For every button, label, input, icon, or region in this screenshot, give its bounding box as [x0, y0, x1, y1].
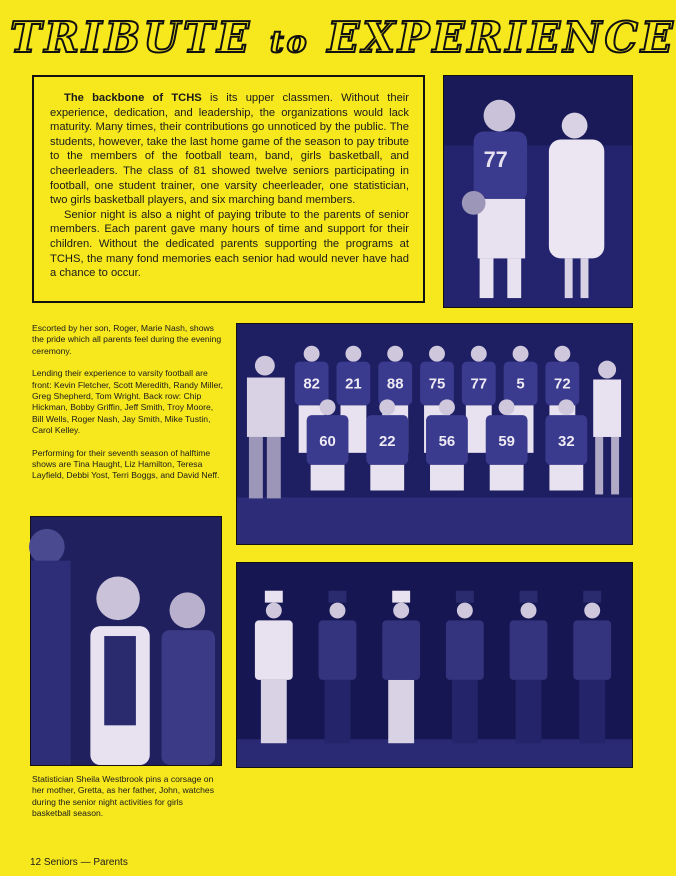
caption-corsage: Statistician Sheila Westbrook pins a corsage on her mother, Gretta, as her father, John, watches during the senior night activities for girls basketball season. — [32, 774, 214, 819]
back-jersey-number-1: 21 — [345, 376, 362, 393]
photo-corsage — [30, 516, 222, 766]
jersey-number: 77 — [483, 147, 508, 173]
intro-paragraph-2: Senior night is also a night of paying tribute to the parents of senior members. Each parent gave many hours of time and support for their children. Without the dedicated parents supporting the programs at TCHS, the many fond memories each senior had would never have had a chance to occur. — [50, 208, 409, 280]
front-jersey-number-2: 56 — [438, 433, 456, 450]
photo-football-team — [236, 323, 633, 545]
caption-escort: Escorted by her son, Roger, Marie Nash, shows the pride which all parents feel during the evening ceremony. Lending their experience to varsity football are front: Kevin Fletcher, Scott Meredith, Randy Miller, Greg Shepherd, Tom Wright. Back row: Chip Hickman, Bobby Griffin, Jeff Smith, Troy Moore, Bill Wells, Roger Nash, Jay Smith, Mike Tustin, Carol Kelley. Performing for their seventh season of halftime shows are Tina Haught, Liz Hamilton, Teresa Layfield, Debbi Yost, Terri Boggs, and David Neff. — [32, 323, 224, 481]
intro-text-box — [32, 75, 425, 303]
photo-escort — [443, 75, 633, 308]
intro-paragraph-1: The backbone of TCHS is its upper classmen. Without their experience, dedication, and leadership, the organizations would lack maturity. Many times, their contributions go unnoticed by the public. The students, however, take the last home game of the season to pay tribute to the members of the football team, band, girls basketball, and cheerleaders. The class of 81 showed twelve seniors participating in football, one student trainer, one varsity cheerleader, one statistician, two girls basketball players, and six marching band members. — [50, 92, 409, 207]
photo-marching-band — [236, 562, 633, 768]
caption-band: Performing for their seventh season of halftime shows are Tina Haught, Liz Hamilton, Teresa Layfield, Debbi Yost, Terri Boggs, and David Neff. — [32, 447, 220, 481]
caption-football: Lending their experience to varsity football are front: Kevin Fletcher, Scott Meredith, Randy Miller, Greg Shepherd, Tom Wright. Back row: Chip Hickman, Bobby Griffin, Jeff Smith, Troy Moore, Bill Wells, Roger Nash, Jay Smith, Mike Tustin, Carol Kelley. — [32, 368, 224, 436]
front-jersey-number-1: 22 — [378, 433, 396, 450]
front-jersey-number-3: 59 — [498, 433, 515, 450]
back-jersey-number-6: 72 — [554, 376, 571, 393]
back-jersey-number-0: 82 — [303, 376, 320, 393]
back-jersey-number-4: 77 — [470, 376, 488, 393]
back-jersey-number-2: 88 — [386, 376, 404, 393]
back-jersey-number-3: 75 — [428, 376, 446, 393]
back-jersey-number-5: 5 — [516, 376, 525, 393]
page-title: TRIBUTE to EXPERIENCE — [10, 13, 676, 62]
front-jersey-number-0: 60 — [319, 433, 336, 450]
page-folio: 12 Seniors — Parents — [30, 857, 128, 868]
front-jersey-number-4: 32 — [558, 433, 575, 450]
